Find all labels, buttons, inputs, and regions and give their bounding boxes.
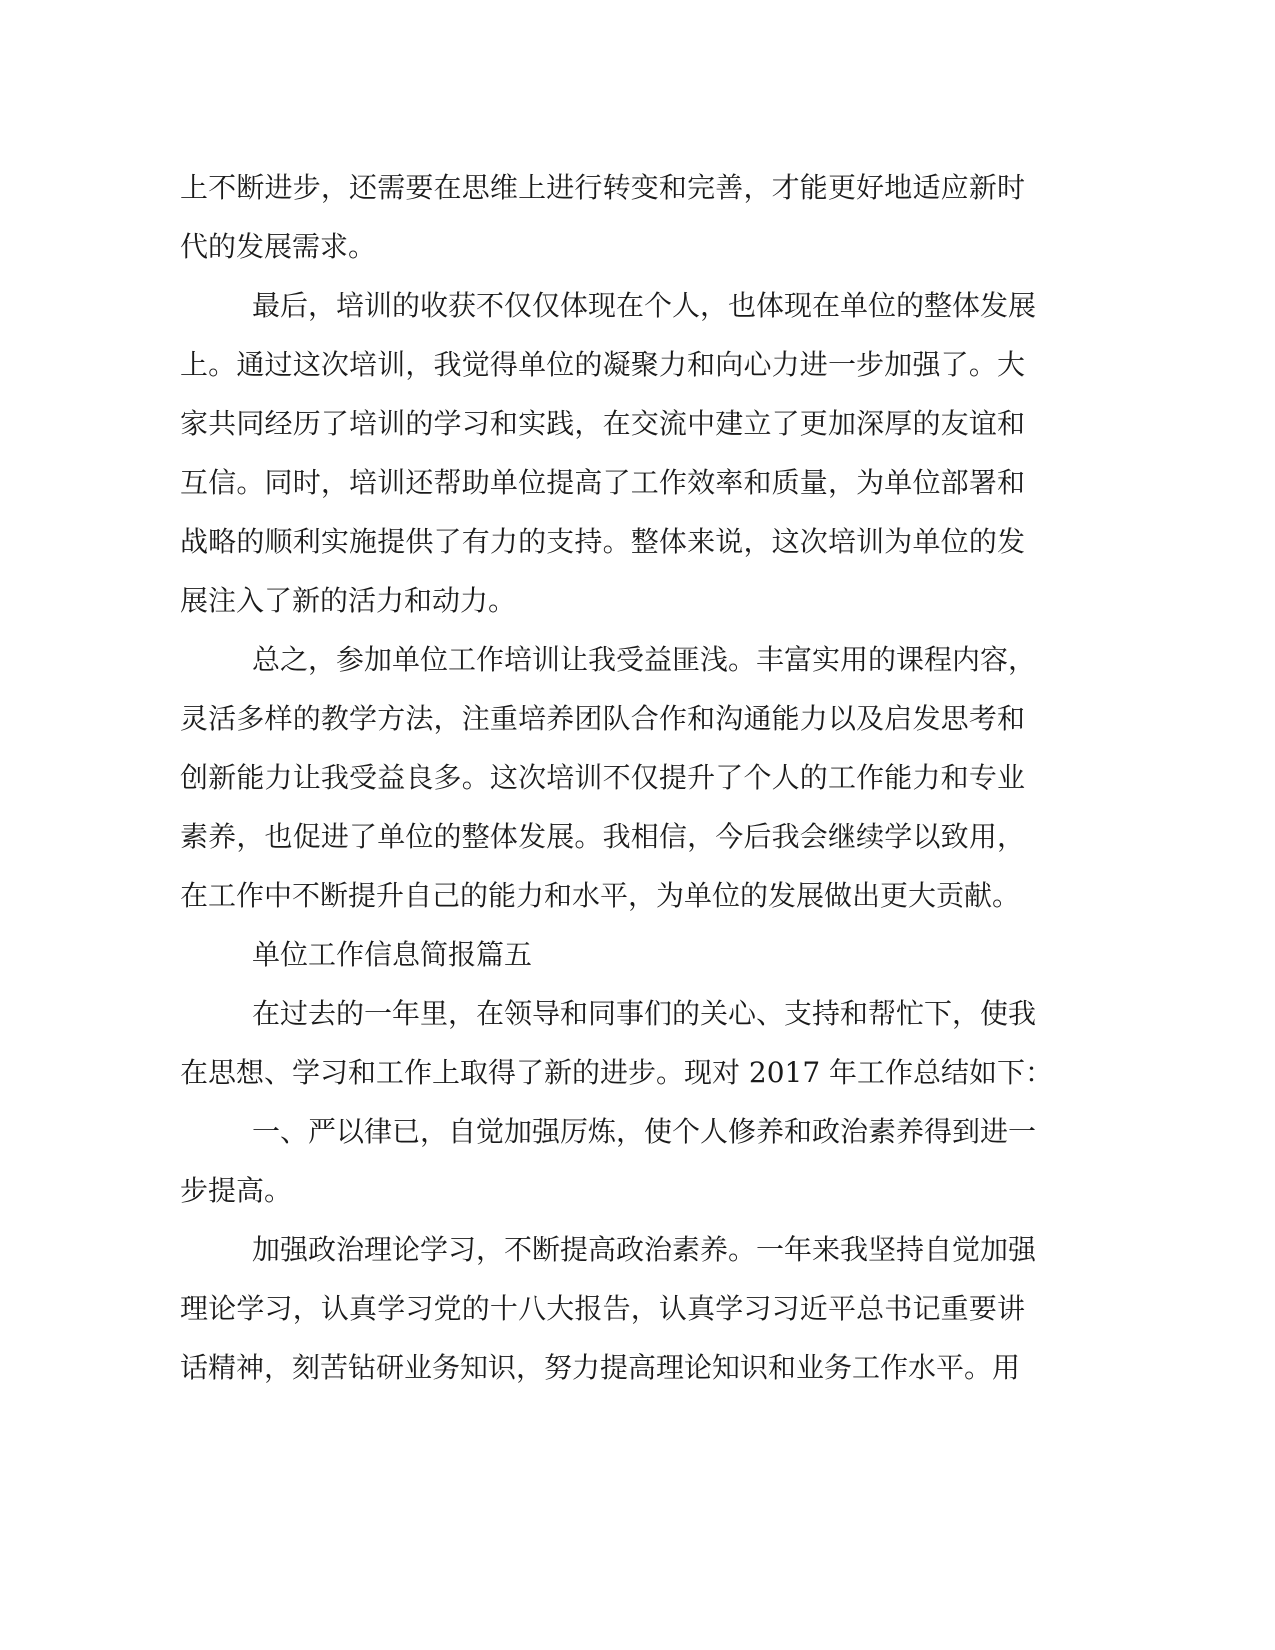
text-line: 在过去的一年里，在领导和同事们的关心、支持和帮忙下，使我 xyxy=(252,997,1037,1030)
text-line: 在工作中不断提升自己的能力和水平，为单位的发展做出更大贡献。 xyxy=(180,879,1021,912)
text-line: 家共同经历了培训的学习和实践，在交流中建立了更加深厚的友谊和 xyxy=(180,407,1025,440)
text-line: 总之，参加单位工作培训让我受益匪浅。丰富实用的课程内容， xyxy=(252,643,1037,676)
text-line: 加强政治理论学习，不断提高政治素养。一年来我坚持自觉加强 xyxy=(252,1233,1037,1266)
section-heading xyxy=(180,925,1025,984)
document-body xyxy=(180,158,1054,1397)
text-line: 步提高。 xyxy=(180,1174,293,1207)
text-line: 理论学习，认真学习党的十八大报告，认真学习习近平总书记重要讲 xyxy=(180,1292,1025,1325)
text-line: 代的发展需求。 xyxy=(180,230,377,263)
paragraph xyxy=(180,984,1054,1102)
paragraph xyxy=(180,158,1025,276)
text-line: 素养，也促进了单位的整体发展。我相信，今后我会继续学以致用， xyxy=(180,820,1025,853)
text-line: 战略的顺利实施提供了有力的支持。整体来说，这次培训为单位的发 xyxy=(180,525,1025,558)
paragraph xyxy=(180,630,1037,925)
text-line: 一、严以律已，自觉加强厉炼，使个人修养和政治素养得到进一 xyxy=(252,1115,1037,1148)
heading-text: 单位工作信息简报篇五 xyxy=(252,938,533,971)
document-page xyxy=(180,158,1054,1397)
text-line: 最后，培训的收获不仅仅体现在个人，也体现在单位的整体发展 xyxy=(252,289,1037,322)
text-line: 展注入了新的活力和动力。 xyxy=(180,584,517,617)
paragraph xyxy=(180,1102,1037,1220)
text-line: 灵活多样的教学方法，注重培养团队合作和沟通能力以及启发思考和 xyxy=(180,702,1025,735)
text-line: 上。通过这次培训，我觉得单位的凝聚力和向心力进一步加强了。大 xyxy=(180,348,1025,381)
paragraph xyxy=(180,1220,1037,1397)
text-line: 创新能力让我受益良多。这次培训不仅提升了个人的工作能力和专业 xyxy=(180,761,1025,794)
text-line: 话精神，刻苦钻研业务知识，努力提高理论知识和业务工作水平。用 xyxy=(180,1351,1021,1384)
text-line: 上不断进步，还需要在思维上进行转变和完善，才能更好地适应新时 xyxy=(180,171,1025,204)
text-line: 在思想、学习和工作上取得了新的进步。现对 2017 年工作总结如下： xyxy=(180,1056,1054,1089)
paragraph xyxy=(180,276,1037,630)
text-line: 互信。同时，培训还帮助单位提高了工作效率和质量，为单位部署和 xyxy=(180,466,1025,499)
